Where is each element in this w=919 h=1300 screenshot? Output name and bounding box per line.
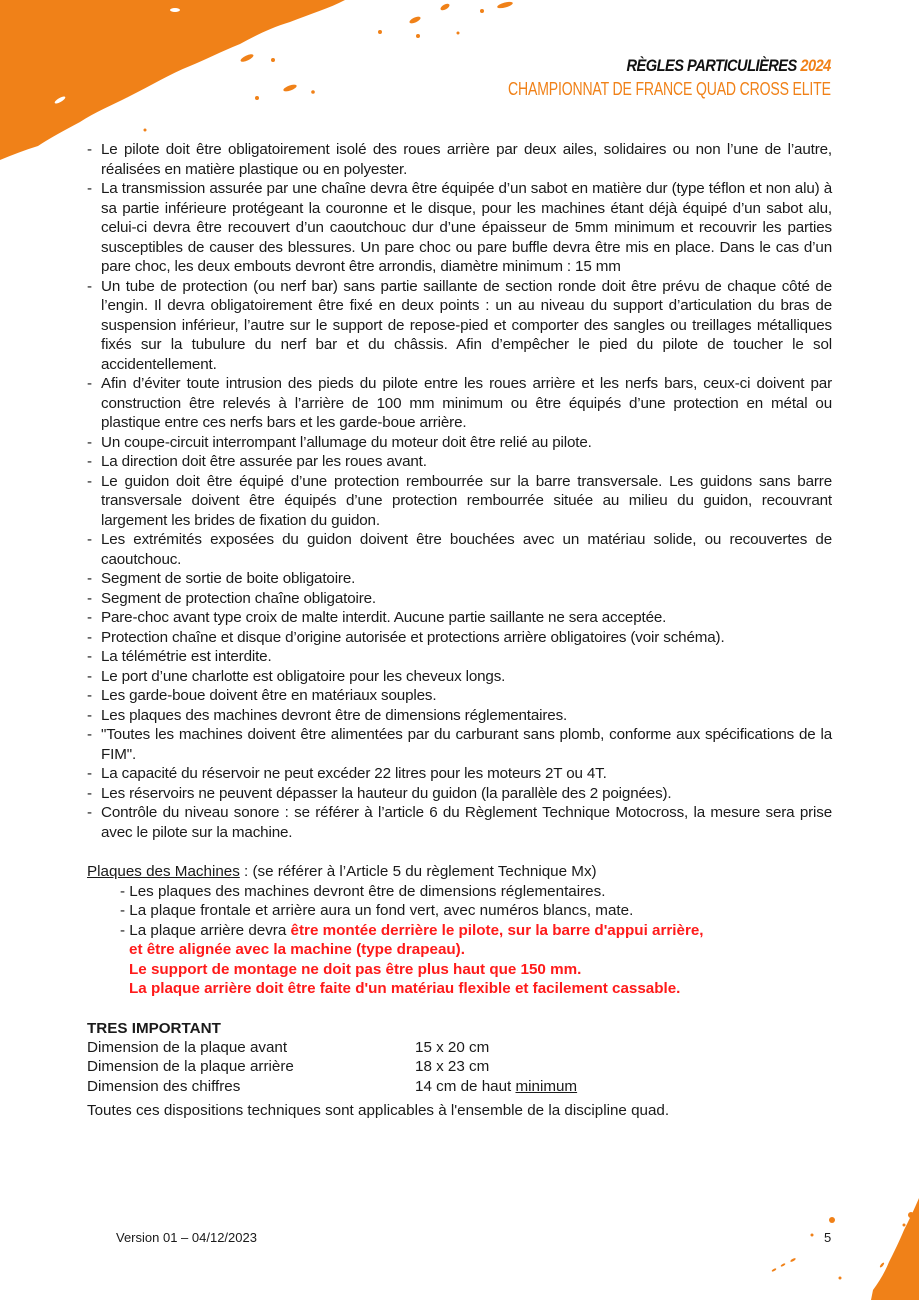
dimension-value: 18 x 23 cm xyxy=(415,1058,490,1075)
rule-item: - Le port d’une charlotte est obligatoire pour les cheveux longs. xyxy=(87,667,832,687)
rule-item: - Segment de sortie de boite obligatoire. xyxy=(87,569,832,589)
dimension-label: Dimension des chiffres xyxy=(87,1077,241,1095)
rule-item: - Contrôle du niveau sonore : se référer à l’article 6 du Règlement Technique Motocross, la mesure sera prise avec le pilote sur la machine. xyxy=(87,803,832,842)
rule-item: - Un coupe-circuit interrompant l’allumage du moteur doit être relié au pilote. xyxy=(87,433,832,453)
rear-plate-mounting-warning: être montée derrière le pilote, sur la barre d'appui arrière, xyxy=(290,921,704,939)
rear-plate-height-warning: Le support de montage ne doit pas être plus haut que 150 mm. xyxy=(129,960,582,978)
rule-item: - Segment de protection chaîne obligatoire. xyxy=(87,589,832,609)
dimension-value: 14 cm de haut xyxy=(415,1077,516,1095)
rule-item: - La direction doit être assurée par les roues avant. xyxy=(87,452,832,472)
rule-item: - Les extrémités exposées du guidon doivent être bouchées avec un matériau solide, ou recouvertes de caoutchouc. xyxy=(87,530,832,569)
dimension-label: Dimension de la plaque avant xyxy=(87,1038,288,1056)
plaques-title-reference: : (se référer à l’Article 5 du règlement Technique Mx) xyxy=(239,863,597,880)
dimension-value: 15 x 20 cm xyxy=(415,1038,490,1056)
plaque-item-rear-prefix: - La plaque arrière devra xyxy=(120,921,291,939)
plaques-title: Plaques des Machines xyxy=(87,863,240,880)
dimension-label: Dimension de la plaque arrière xyxy=(87,1058,294,1075)
rule-item: - "Toutes les machines doivent être alimentées par du carburant sans plomb, conforme aux spécifications de la FIM". xyxy=(87,725,832,764)
rule-item: - Les plaques des machines devront être de dimensions réglementaires. xyxy=(87,706,832,726)
footer-version: Version 01 – 04/12/2023 xyxy=(116,1230,257,1245)
plaque-item: - Les plaques des machines devront être de dimensions réglementaires. xyxy=(120,882,606,900)
rule-item: - Un tube de protection (ou nerf bar) sans partie saillante de section ronde doit être prévu de chaque côté de l’engin. Il devra obligatoirement être fixé en deux points : un au niveau du support d’articulation du bras de suspension inférieur, l’autre sur le support de repose-pied et comporter des sangles ou treillages métalliques fixés sur la tubulure du nerf bar et du châssis. Afin d’empêcher le pied du pilote de toucher le sol accidentellement. xyxy=(87,277,832,375)
rule-item: - La transmission assurée par une chaîne devra être équipée d’un sabot en matière dur (type téflon et non alu) à sa partie inférieure protégeant la couronne et le disque, pour les machines étant déjà équipé d’un sabot alu, celui-ci devra être recouvert d’un caoutchouc dur d’une épaisseur de 5mm minimum et recouvrir les parties susceptibles de causer des blessures. Un pare choc ou pare buffle devra être mis en place. Dans le cas d’un pare choc, les deux embouts devront être arrondis, diamètre minimum : 15 mm xyxy=(87,179,832,277)
dimension-value-minimum: minimum xyxy=(515,1077,578,1095)
plaques-list xyxy=(87,882,832,999)
rear-plate-material-warning: La plaque arrière doit être faite d'un matériau flexible et facilement cassable. xyxy=(129,980,681,997)
plaque-item: - La plaque frontale et arrière aura un fond vert, avec numéros blancs, mate. xyxy=(120,902,634,919)
rule-item: - Pare-choc avant type croix de malte interdit. Aucune partie saillante ne sera acceptée. xyxy=(87,608,832,628)
dimension-value-container xyxy=(415,1077,577,1097)
paint-splash-bottom-right-icon xyxy=(749,1190,919,1300)
dimension-row xyxy=(87,1038,832,1058)
header-title xyxy=(475,55,831,77)
rule-item: - La télémétrie est interdite. xyxy=(87,647,832,667)
rule-item: - Les réservoirs ne peuvent dépasser la hauteur du guidon (la parallèle des 2 poignées). xyxy=(87,784,832,804)
header-subtitle: CHAMPIONNAT DE FRANCE QUAD CROSS ELITE xyxy=(508,79,831,99)
rule-item: - Le pilote doit être obligatoirement isolé des roues arrière par deux ailes, solidaires ou non l’une de l’autre, réalisées en matière plastique ou en polyester. xyxy=(87,140,832,179)
page-number: 5 xyxy=(824,1230,832,1245)
plaque-item-rear xyxy=(120,921,832,999)
dimension-row xyxy=(87,1057,832,1077)
rear-plate-alignment-warning: et être alignée avec la machine (type drapeau). xyxy=(129,941,465,958)
document-body xyxy=(87,140,832,1121)
header-year: 2024 xyxy=(800,56,831,75)
dimension-row xyxy=(87,1077,832,1097)
rule-item: - Les garde-boue doivent être en matériaux souples. xyxy=(87,686,832,706)
important-title: TRES IMPORTANT xyxy=(87,1019,221,1037)
plaques-section-heading xyxy=(87,862,832,882)
rules-list xyxy=(87,140,832,842)
header-title-text: RÈGLES PARTICULIÈRES xyxy=(626,56,797,75)
closing-statement: Toutes ces dispositions techniques sont applicables à l'ensemble de la discipline quad. xyxy=(87,1102,670,1119)
rule-item: - Protection chaîne et disque d’origine autorisée et protections arrière obligatoires (voir schéma). xyxy=(87,628,832,648)
rule-item: - La capacité du réservoir ne peut excéder 22 litres pour les moteurs 2T ou 4T. xyxy=(87,764,832,784)
rule-item: - Le guidon doit être équipé d’une protection rembourrée sur la barre transversale. Les guidons sans barre transversale doivent être équipés d’une protection rembourrée située au milieu du guidon, recouvrant largement les brides de fixation du guidon. xyxy=(87,472,832,531)
rule-item: - Afin d’éviter toute intrusion des pieds du pilote entre les roues arrière et les nerfs bars, ceux-ci doivent par construction être relevés à l’arrière de 100 mm minimum ou être équipés d’une protection en métal ou plastique entre ces nerfs bars et les garde-boue arrière. xyxy=(87,374,832,433)
important-section xyxy=(87,1019,832,1122)
document-header xyxy=(417,55,831,101)
